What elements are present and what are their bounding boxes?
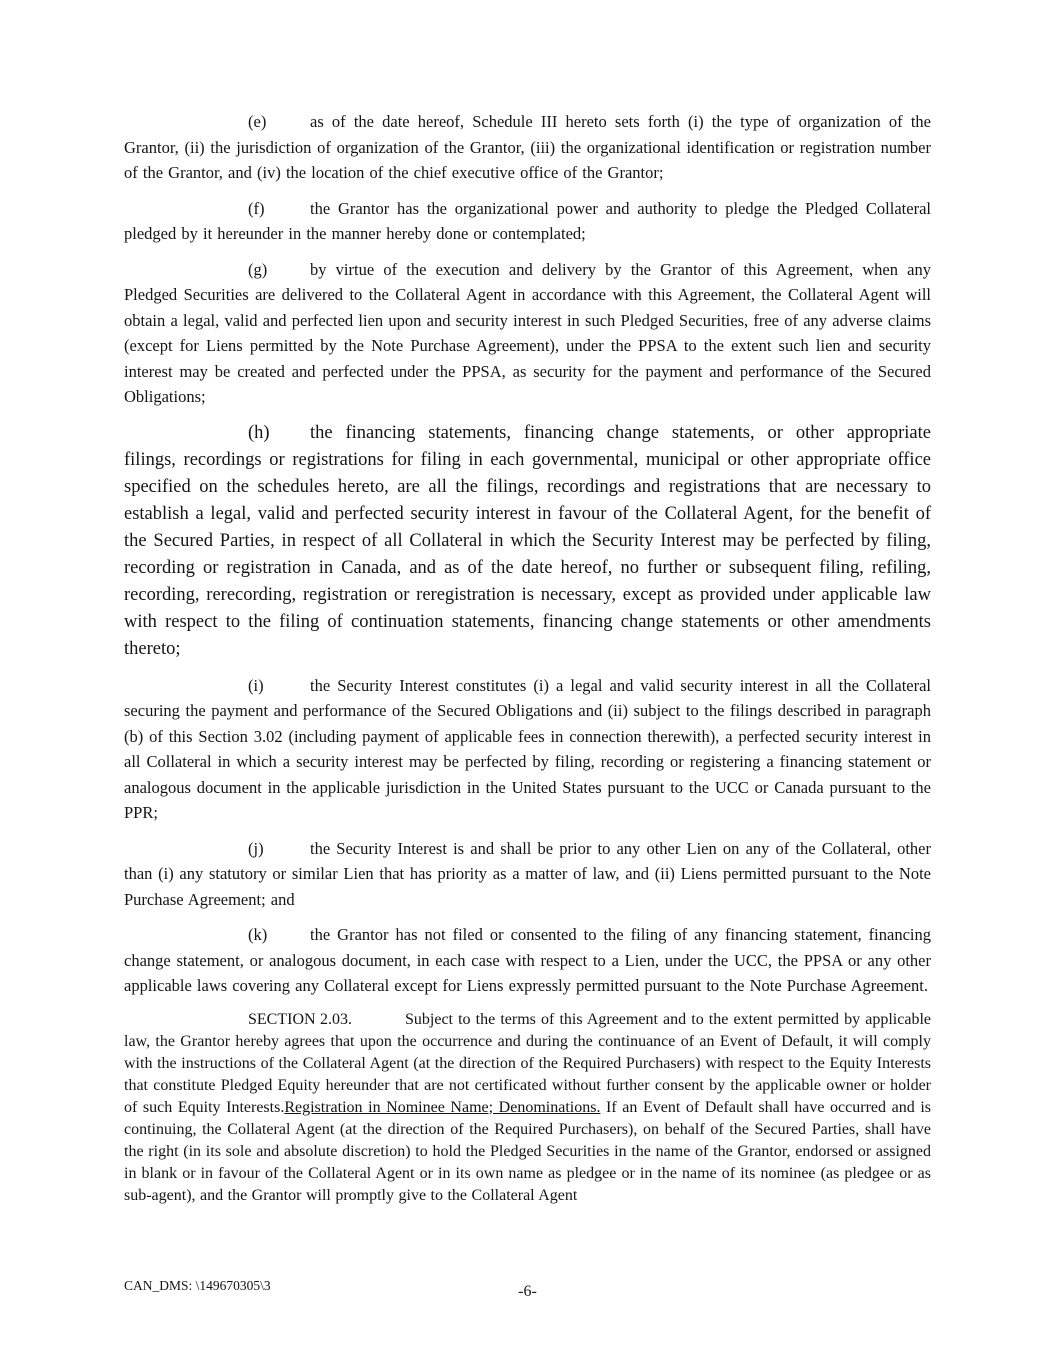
paragraph-label: (h) [248,422,270,443]
paragraph-text: the Security Interest is and shall be prior to any other Lien on any of the Collateral, other than (i) any statutory or similar Lien that has priority as a matter of law, and (ii) Liens permitted pursuant to the Note Purchase Agreement; and [124,838,931,909]
paragraph-text: the Grantor has not filed or consented to the filing of any financing statement, financing change statement, or analogous document, in each case with respect to a Lien, under the UCC, the PPSA or any other applicable laws covering any Collateral except for Liens expressly permitted pursuant to the Note Purchase Agreement. [124,925,931,995]
footer-page-number: -6- [518,1283,537,1300]
underlined-heading-text: Registration in Nominee Name; Denominations. [284,1098,601,1116]
list-paragraph [124,109,931,186]
paragraph-text: Subject to the terms of this Agreement and to the extent permitted by applicable law, the Grantor hereby agrees that upon the occurrence and during the continuance of an Event of Default, it will comply with the instructions of the Collateral Agent (at the direction of the Required Purchasers) with respect to the Equity Interests that constitute Pledged Equity hereunder that are not certificated without further consent by the applicable owner or holder of such Equity Interests. [124,1010,931,1116]
paragraph-label: (g) [248,259,268,279]
paragraph-label: (i) [248,675,264,695]
list-paragraph [124,673,931,826]
paragraph-text: the Security Interest constitutes (i) a legal and valid security interest in all the Collateral securing the payment and performance of the Secured Obligations and (ii) subject to the filings described in paragraph (b) of this Section 3.02 (including payment of applicable fees in connection therewith), a perfected security interest in all Collateral in which a security interest may be perfected by filing, recording or registering a financing statement or analogous document in the applicable jurisdiction in the United States pursuant to the UCC or Canada pursuant to the PPR; [124,675,931,822]
footer-document-id: CAN_DMS: \149670305\3 [124,1278,271,1293]
list-paragraph [124,922,931,999]
paragraph-text: If an Event of Default shall have occurred and is continuing, the Collateral Agent (at the direction of the Required Purchasers), on behalf of the Secured Parties, shall have the right (in its sole and absolute discretion) to hold the Pledged Securities in the name of the Grantor, endorsed or assigned in blank or in favour of the Collateral Agent or in its own name as pledgee or in the name of its nominee (as pledgee or as sub-agent), and the Grantor will promptly give to the Collateral Agent [124,1098,931,1204]
section-paragraph [124,1009,931,1207]
paragraph-text: as of the date hereof, Schedule III hereto sets forth (i) the type of organization of the Grantor, (ii) the jurisdiction of organization of the Grantor, (iii) the organizational identification or registration number of the Grantor, and (iv) the location of the chief executive office of the Grantor; [124,112,931,182]
paragraph-text: the Grantor has the organizational power and authority to pledge the Pledged Collateral pledged by it hereunder in the manner hereby done or contemplated; [124,198,931,243]
document-body [124,109,931,1207]
paragraph-label: SECTION 2.03. [248,1010,353,1028]
paragraph-label: (k) [248,925,268,944]
list-paragraph [124,420,931,663]
list-paragraph [124,257,931,410]
list-paragraph [124,836,931,913]
paragraph-text: by virtue of the execution and delivery by the Grantor of this Agreement, when any Pledged Securities are delivered to the Collateral Agent in accordance with this Agreement, the Collateral Agent will obtain a legal, valid and perfected lien upon and security interest in such Pledged Securities, free of any adverse claims (except for Liens permitted by the Note Purchase Agreement), under the PPSA to the extent such lien and security interest may be created and perfected under the PPSA, as security for the payment and performance of the Secured Obligations; [124,259,931,406]
paragraph-label: (j) [248,838,264,858]
list-paragraph [124,196,931,247]
paragraph-text: the financing statements, financing change statements, or other appropriate filings, recordings or registrations for filing in each governmental, municipal or other appropriate office specified on the schedules hereto, are all the filings, recordings and registrations that are necessary to establish a legal, valid and perfected security interest in favour of the Collateral Agent, for the benefit of the Secured Parties, in respect of all Collateral in which the Security Interest may be perfected by filing, recording or registration in Canada, and as of the date hereof, no further or subsequent filing, refiling, recording, rerecording, registration or reregistration is necessary, except as provided under applicable law with respect to the filing of continuation statements, financing change statements or other amendments thereto; [124,422,931,659]
paragraph-label: (e) [248,112,267,131]
paragraph-label: (f) [248,198,265,218]
